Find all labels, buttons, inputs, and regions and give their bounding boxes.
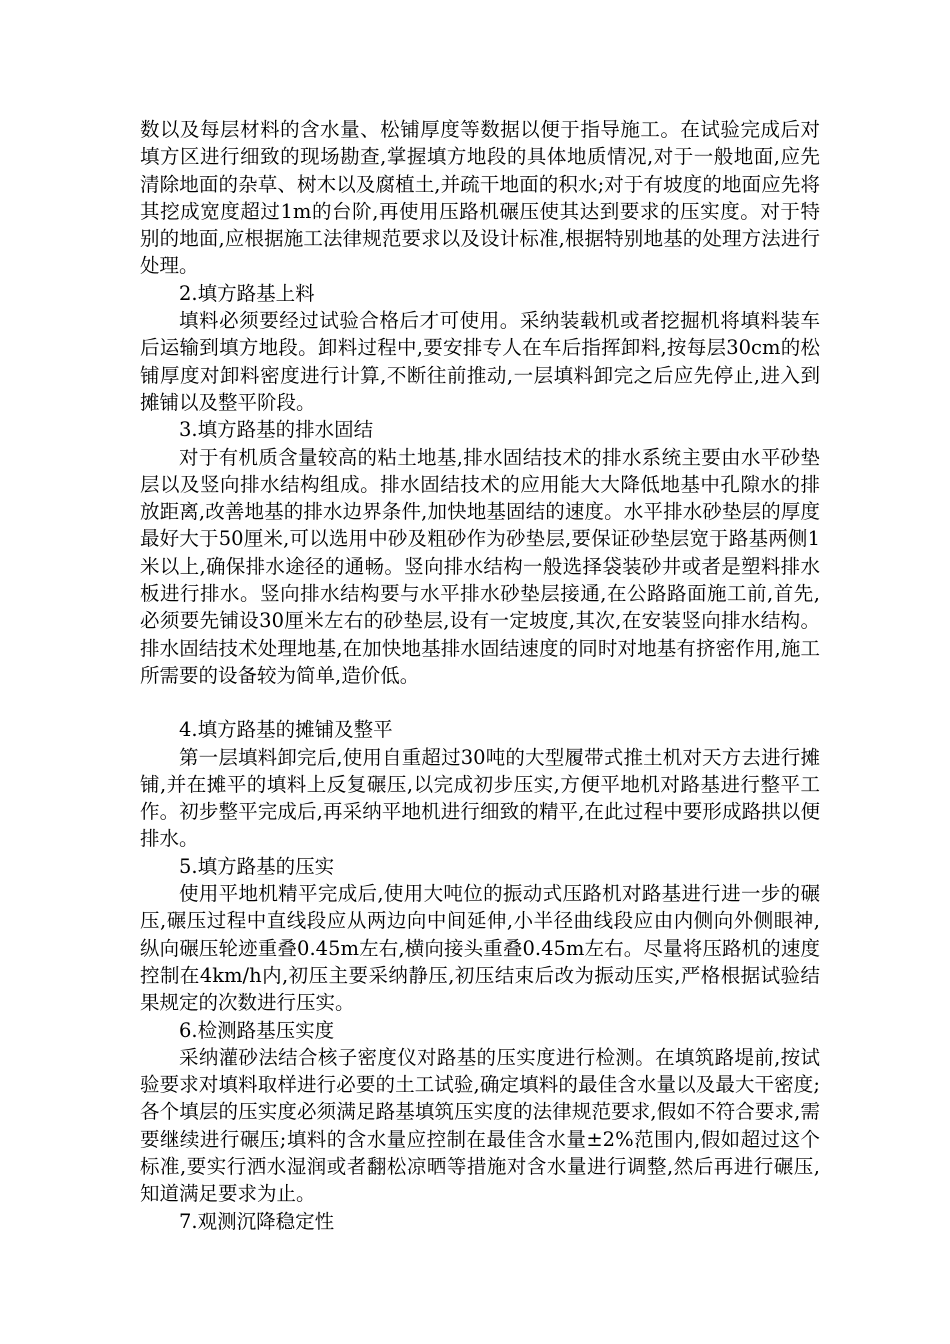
section-heading-6: 6.检测路基压实度 — [179, 1018, 335, 1042]
paragraph-section-3: 对于有机质含量较高的粘土地基,排水固结技术的排水系统主要由水平砂垫层以及竖向排水结构组成。排水固结技术的应用能大大降低地基中孔隙水的排放距离,改善地基的排水边界条件,加快地基固结的速度。水平排水砂垫层的厚度最好大于50厘米,可以选用中砂及粗砂作为砂垫层,要保证砂垫层宽于路基两侧1米以上,确保排水途径的通畅。竖向排水结构一般选择袋装砂井或者是塑料排水板进行排水。竖向排水结构要与水平排水砂垫层接通,在公路路面施工前,首先,必须要先铺设30厘米左右的砂垫层,设有一定坡度,其次,在安装竖向排水结构。排水固结技术处理地基,在加快地基排水固结速度的同时对地基有挤密作用,施工所需要的设备较为简单,造价低。 — [140, 445, 820, 687]
paragraph-intro-continuation: 数以及每层材料的含水量、松铺厚度等数据以便于指导施工。在试验完成后对填方区进行细致的现场勘查,掌握填方地段的具体地质情况,对于一般地面,应先清除地面的杂草、树木以及腐植土,并疏干地面的积水;对于有坡度的地面应先将其挖成宽度超过1m的台阶,再使用压路机碾压使其达到要求的压实度。对于特别的地面,应根据施工法律规范要求以及设计标准,根据特别地基的处理方法进行处理。 — [140, 118, 820, 278]
paragraph-section-4: 第一层填料卸完后,使用自重超过30吨的大型履带式推土机对天方去进行摊铺,并在摊平的填料上反复碾压,以完成初步压实,方便平地机对路基进行整平工作。初步整平完成后,再采纳平地机进行细致的精平,在此过程中要形成路拱以便排水。 — [140, 745, 820, 851]
paragraph-section-2: 填料必须要经过试验合格后才可使用。采纳装载机或者挖掘机将填料装车后运输到填方地段。卸料过程中,要安排专人在车后指挥卸料,按每层30cm的松铺厚度对卸料密度进行计算,不断往前推动,一层填料卸完之后应先停止,进入到摊铺以及整平阶段。 — [140, 309, 820, 414]
section-heading-2: 2.填方路基上料 — [179, 281, 315, 305]
document-body — [140, 116, 820, 1235]
section-heading-3: 3.填方路基的排水固结 — [179, 418, 374, 442]
section-heading-7: 7.观测沉降稳定性 — [179, 1209, 335, 1233]
paragraph-section-6: 采纳灌砂法结合核子密度仪对路基的压实度进行检测。在填筑路堤前,按试验要求对填料取样进行必要的土工试验,确定填料的最佳含水量以及最大干密度;各个填层的压实度必须满足路基填筑压实度的法律规范要求,假如不符合要求,需要继续进行碾压;填料的含水量应控制在最佳含水量±2%范围内,假如超过这个标准,要实行洒水湿润或者翻松凉晒等措施对含水量进行调整,然后再进行碾压,知道满足要求为止。 — [140, 1045, 820, 1206]
section-heading-5: 5.填方路基的压实 — [179, 854, 335, 878]
section-heading-4: 4.填方路基的摊铺及整平 — [179, 718, 393, 742]
paragraph-section-5: 使用平地机精平完成后,使用大吨位的振动式压路机对路基进行进一步的碾压,碾压过程中直线段应从两边向中间延伸,小半径曲线段应由内侧向外侧眼神,纵向碾压轮迹重叠0.45m左右,横向接头重叠0.45m左右。尽量将压路机的速度控制在4km/h内,初压主要采纳静压,初压结束后改为振动压实,严格根据试验结果规定的次数进行压实。 — [140, 882, 820, 1015]
